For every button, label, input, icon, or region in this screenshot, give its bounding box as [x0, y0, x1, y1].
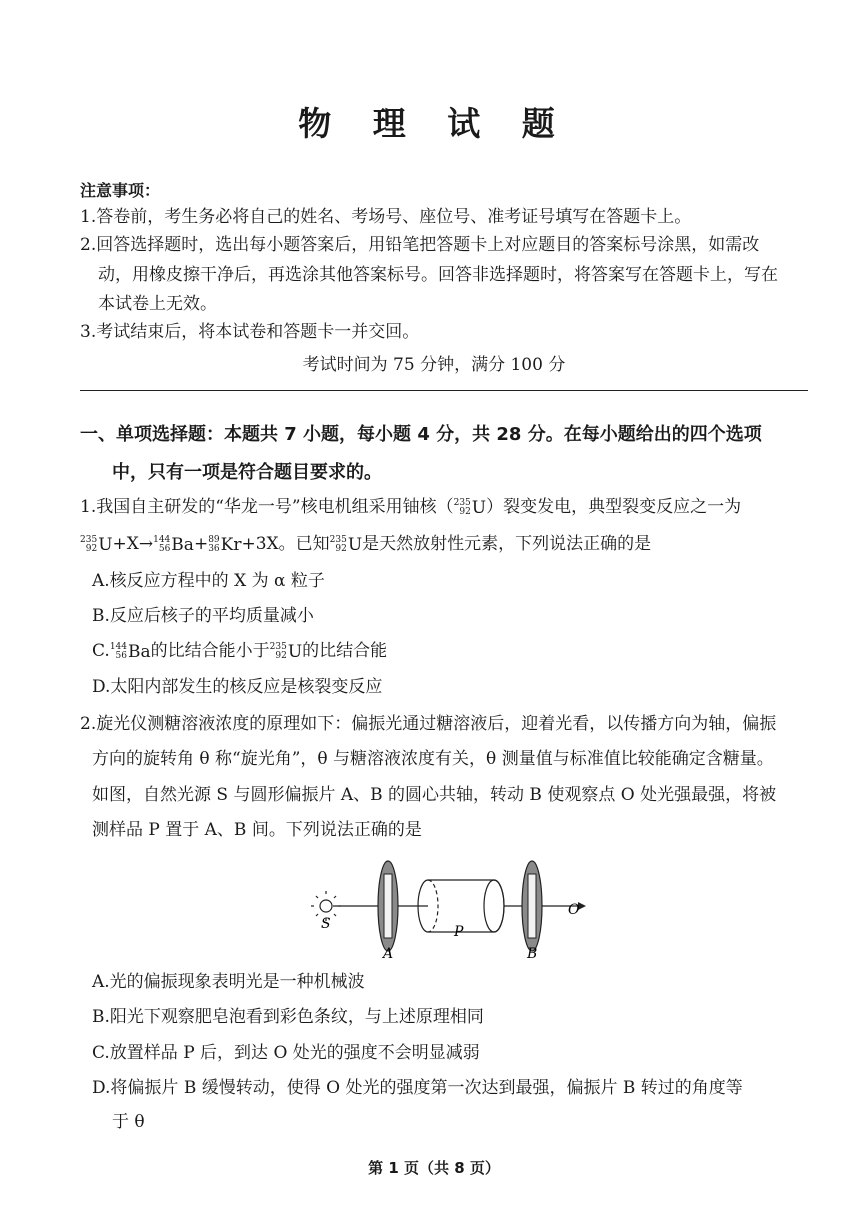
q1-option-a: A.核反应方程中的 X 为 α 粒子 [92, 571, 325, 591]
q1-text: ）裂变发电，典型裂变反应之一为 [486, 497, 742, 517]
label-p: P [454, 924, 464, 940]
q2-stem-line-2: 方向的旋转角 θ 称“旋光角”，θ 与糖溶液浓度有关，θ 测量值与标准值比较能确定含糖量。 [92, 749, 774, 769]
label-o: O [568, 902, 580, 918]
nuclide-kr89: 89 36 Kr [208, 534, 242, 555]
page-title: 物 理 试 题 [298, 104, 570, 143]
q1-stem-line-2: 235 92 U +X→ 144 56 Ba + 89 36 Kr +3X。已知 235 92 U 是天然放射性元素，下列说法正确的是 [80, 530, 651, 559]
q2-option-c: C.放置样品 P 后，到达 O 处光的强度不会明显减弱 [92, 1043, 480, 1063]
q1-option-d: D.太阳内部发生的核反应是核裂变反应 [92, 677, 383, 697]
q1-option-b: B.反应后核子的平均质量减小 [92, 606, 314, 626]
section-1-heading-line-2: 中，只有一项是符合题目要求的。 [112, 462, 382, 483]
label-a: A [383, 946, 394, 962]
nuclide-u235: 235 92 U [329, 534, 363, 555]
label-b: B [527, 946, 538, 962]
q2-stem-line-3: 如图，自然光源 S 与圆形偏振片 A、B 的圆心共轴，转动 B 使观察点 O 处光强最强，将被 [92, 785, 777, 805]
nuclide-ba144: 144 56 Ba [153, 534, 194, 555]
q2-option-d-line-1: D.将偏振片 B 缓慢转动，使得 O 处光的强度第一次达到最强，偏振片 B 转过的角度等 [92, 1078, 743, 1098]
nuclide-ba144: 144 56 Ba [109, 641, 151, 662]
nuclide-u235: 235 92 U [269, 641, 303, 662]
q2-option-b: B.阳光下观察肥皂泡看到彩色条纹，与上述原理相同 [92, 1007, 484, 1027]
notice-item-3: 3.考试结束后，将本试卷和答题卡一并交回。 [80, 322, 420, 342]
polarimeter-figure [306, 848, 596, 963]
label-s: S [321, 916, 331, 932]
divider-line [80, 390, 808, 391]
notice-heading: 注意事项： [80, 181, 161, 200]
q1-option-c: C. 144 56 Ba 的比结合能小于 235 92 U 的比结合能 [92, 637, 387, 666]
nuclide-u235: 235 92 U [80, 534, 113, 555]
q1-stem-line-1 [80, 493, 741, 522]
exam-time: 考试时间为 75 分钟，满分 100 分 [302, 355, 566, 375]
q2-stem-line-4: 测样品 P 置于 A、B 间。下列说法正确的是 [92, 820, 422, 840]
nuclide-u235: 235 92 U [453, 497, 487, 518]
section-1-heading-line-1: 一、单项选择题：本题共 7 小题，每小题 4 分，共 28 分。在每小题给出的四个选项 [80, 424, 762, 445]
notice-item-2-line-2: 动，用橡皮擦干净后，再选涂其他答案标号。回答非选择题时，将答案写在答题卡上，写在 [98, 265, 778, 285]
q1-text: 1.我国自主研发的“华龙一号”核电机组采用铀核（ [80, 497, 454, 517]
q2-option-a: A.光的偏振现象表明光是一种机械波 [92, 972, 365, 992]
notice-item-2-line-1: 2.回答选择题时，选出每小题答案后，用铅笔把答题卡上对应题目的答案标号涂黑，如需改 [80, 235, 760, 255]
polarizer-b [522, 861, 542, 951]
notice-item-1: 1.答卷前，考生务必将自己的姓名、考场号、座位号、准考证号填写在答题卡上。 [80, 207, 692, 227]
page-footer: 第 1 页（共 8 页） [368, 1159, 500, 1177]
q2-stem-line-1: 2.旋光仪测糖溶液浓度的原理如下：偏振光通过糖溶液后，迎着光看，以传播方向为轴，偏振 [80, 714, 777, 734]
q2-option-d-line-2: 于 θ [112, 1112, 145, 1132]
polarizer-a [378, 861, 398, 951]
notice-item-2-line-3: 本试卷上无效。 [98, 294, 217, 314]
